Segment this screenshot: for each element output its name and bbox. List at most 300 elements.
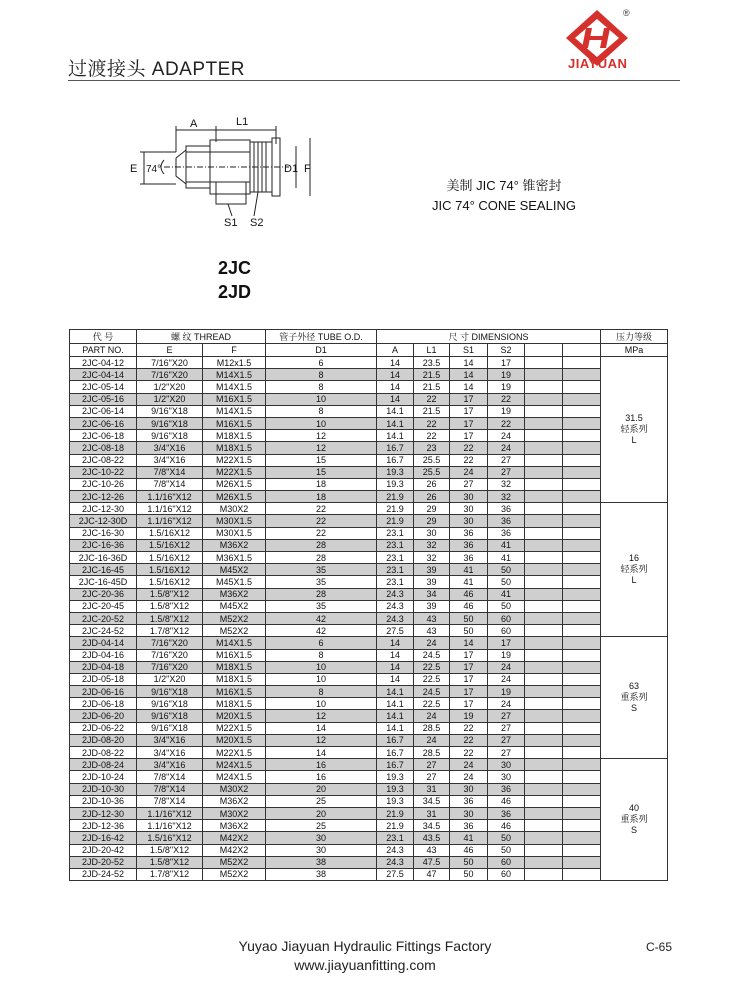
table-cell: 2JD-08-20 xyxy=(70,734,137,746)
table-cell-blank xyxy=(563,430,601,442)
table-row xyxy=(70,625,668,637)
table-row xyxy=(70,710,668,722)
table-cell: M45X2 xyxy=(203,564,266,576)
spec-table-body xyxy=(70,357,668,881)
table-row xyxy=(70,381,668,393)
head-f: F xyxy=(203,344,266,357)
head-pressure-cn: 压力等级 xyxy=(601,330,668,344)
table-row xyxy=(70,539,668,551)
table-cell-blank xyxy=(525,807,563,819)
table-cell: M36X2 xyxy=(203,795,266,807)
table-cell: M30X1.5 xyxy=(203,515,266,527)
table-cell: 9/16"X18 xyxy=(137,417,203,429)
table-cell-blank xyxy=(525,564,563,576)
table-cell: 50 xyxy=(450,868,488,880)
table-row xyxy=(70,649,668,661)
table-cell: 2JC-16-45 xyxy=(70,564,137,576)
table-cell: 30 xyxy=(450,491,488,503)
table-cell: 30 xyxy=(450,807,488,819)
table-cell: 50 xyxy=(488,576,525,588)
head-tube-cn: 管子外径 TUBE O.D. xyxy=(266,330,377,344)
table-cell: 27 xyxy=(488,466,525,478)
table-cell: 14 xyxy=(377,393,414,405)
pressure-rating xyxy=(601,357,668,503)
table-cell: 8 xyxy=(266,686,377,698)
table-row xyxy=(70,588,668,600)
spec-table-wrapper xyxy=(69,329,668,881)
table-cell: M12x1.5 xyxy=(203,357,266,369)
table-cell: 32 xyxy=(488,478,525,490)
table-row xyxy=(70,576,668,588)
table-cell: 24.3 xyxy=(377,844,414,856)
table-cell: 2JC-16-30 xyxy=(70,527,137,539)
table-cell: 17 xyxy=(450,698,488,710)
table-cell: M18X1.5 xyxy=(203,698,266,710)
table-cell-blank xyxy=(525,600,563,612)
table-cell-blank xyxy=(563,503,601,515)
table-cell: 31 xyxy=(414,807,450,819)
table-cell-blank xyxy=(563,515,601,527)
table-cell: 2JD-06-18 xyxy=(70,698,137,710)
table-cell: 14.1 xyxy=(377,417,414,429)
table-cell: 2JC-20-36 xyxy=(70,588,137,600)
table-cell: 8 xyxy=(266,649,377,661)
table-cell-blank xyxy=(525,381,563,393)
table-cell: M18X1.5 xyxy=(203,661,266,673)
table-cell: 1.5/16"X12 xyxy=(137,832,203,844)
description-cn: 美制 JIC 74° 锥密封 xyxy=(446,178,562,193)
table-cell-blank xyxy=(525,576,563,588)
table-cell-blank xyxy=(563,588,601,600)
table-cell: 46 xyxy=(450,588,488,600)
table-cell-blank xyxy=(525,661,563,673)
table-cell: 24 xyxy=(414,710,450,722)
table-cell: 24 xyxy=(450,759,488,771)
table-cell: 21.5 xyxy=(414,405,450,417)
table-cell-blank xyxy=(525,417,563,429)
table-cell: M30X1.5 xyxy=(203,527,266,539)
table-cell: 19.3 xyxy=(377,795,414,807)
head-thread-cn: 螺 纹 THREAD xyxy=(137,330,266,344)
table-cell-blank xyxy=(563,576,601,588)
pressure-line: 31.5 xyxy=(625,413,643,424)
table-cell-blank xyxy=(525,466,563,478)
table-cell: 14 xyxy=(377,357,414,369)
table-cell: 1.5/16X12 xyxy=(137,552,203,564)
table-cell-blank xyxy=(525,478,563,490)
table-cell: 24 xyxy=(488,430,525,442)
table-cell: 20 xyxy=(266,783,377,795)
table-row xyxy=(70,600,668,612)
table-cell: 24.3 xyxy=(377,612,414,624)
table-cell-blank xyxy=(563,820,601,832)
table-cell: 30 xyxy=(266,844,377,856)
table-cell: 36 xyxy=(450,820,488,832)
table-cell-blank xyxy=(563,466,601,478)
table-cell-blank xyxy=(525,868,563,880)
head-e: E xyxy=(137,344,203,357)
table-cell: 22 xyxy=(450,722,488,734)
table-cell-blank xyxy=(563,783,601,795)
table-cell: 47 xyxy=(414,868,450,880)
table-cell: 7/16"X20 xyxy=(137,357,203,369)
table-cell: M52X2 xyxy=(203,625,266,637)
registered-mark: ® xyxy=(623,8,630,18)
table-cell: 32 xyxy=(414,539,450,551)
table-cell: 7/16"X20 xyxy=(137,661,203,673)
table-cell: 2JD-04-18 xyxy=(70,661,137,673)
table-cell: 21.9 xyxy=(377,807,414,819)
table-cell: 36 xyxy=(450,552,488,564)
table-cell: 1/2"X20 xyxy=(137,381,203,393)
table-cell: 19 xyxy=(488,369,525,381)
table-cell: 2JC-04-14 xyxy=(70,369,137,381)
description-en: JIC 74° CONE SEALING xyxy=(432,198,576,213)
table-cell: 41 xyxy=(488,588,525,600)
table-cell-blank xyxy=(563,649,601,661)
table-cell-blank xyxy=(563,393,601,405)
table-cell-blank xyxy=(525,820,563,832)
table-cell: 24 xyxy=(488,698,525,710)
table-cell: 22.5 xyxy=(414,673,450,685)
pressure-rating xyxy=(601,759,668,881)
table-row xyxy=(70,722,668,734)
table-cell: 2JC-05-14 xyxy=(70,381,137,393)
table-cell: 30 xyxy=(414,527,450,539)
table-cell: M30X2 xyxy=(203,783,266,795)
table-cell: 22 xyxy=(450,454,488,466)
table-cell: 1.1/16"X12 xyxy=(137,515,203,527)
table-cell: 29 xyxy=(414,515,450,527)
table-cell: 2JD-08-22 xyxy=(70,747,137,759)
table-cell: 27.5 xyxy=(377,868,414,880)
table-cell-blank xyxy=(563,552,601,564)
table-cell: 2JD-20-52 xyxy=(70,856,137,868)
head-s2: S2 xyxy=(488,344,525,357)
table-cell: 27 xyxy=(488,454,525,466)
table-row xyxy=(70,820,668,832)
table-cell: 17 xyxy=(450,673,488,685)
table-cell: 18 xyxy=(266,478,377,490)
table-cell: 21.9 xyxy=(377,820,414,832)
table-cell: 1.1/16"X12 xyxy=(137,491,203,503)
table-cell: 22 xyxy=(266,527,377,539)
table-cell: 22 xyxy=(414,430,450,442)
table-row xyxy=(70,466,668,478)
table-cell: 2JC-12-30D xyxy=(70,515,137,527)
footer-company: Yuyao Jiayuan Hydraulic Fittings Factory xyxy=(238,938,492,954)
table-cell: 23.1 xyxy=(377,832,414,844)
table-cell: 47.5 xyxy=(414,856,450,868)
table-row xyxy=(70,491,668,503)
table-cell: 15 xyxy=(266,454,377,466)
table-cell: 2JC-16-36D xyxy=(70,552,137,564)
table-cell: 14 xyxy=(377,381,414,393)
table-cell: 6 xyxy=(266,637,377,649)
table-cell: 14.1 xyxy=(377,405,414,417)
pressure-line: L xyxy=(631,575,637,586)
table-cell: 22 xyxy=(414,417,450,429)
table-cell: M18X1.5 xyxy=(203,442,266,454)
table-row xyxy=(70,661,668,673)
table-cell: 21.9 xyxy=(377,515,414,527)
table-cell: 27 xyxy=(488,722,525,734)
table-cell: 23 xyxy=(414,442,450,454)
pressure-line: 40 xyxy=(628,803,639,814)
table-cell: M26X1.5 xyxy=(203,491,266,503)
table-cell: 23.1 xyxy=(377,527,414,539)
table-cell: 2JD-10-24 xyxy=(70,771,137,783)
table-cell: M26X1.5 xyxy=(203,478,266,490)
table-cell: 10 xyxy=(266,661,377,673)
pressure-line: S xyxy=(630,703,637,714)
table-cell: 38 xyxy=(266,856,377,868)
table-cell: 14 xyxy=(450,357,488,369)
table-row xyxy=(70,369,668,381)
table-cell-blank xyxy=(525,649,563,661)
table-cell: M36X2 xyxy=(203,539,266,551)
table-cell: M18X1.5 xyxy=(203,430,266,442)
sealing-description xyxy=(404,176,604,216)
table-cell: M18X1.5 xyxy=(203,673,266,685)
table-cell-blank xyxy=(563,844,601,856)
table-cell: 1.1/16"X12 xyxy=(137,807,203,819)
table-cell: 2JD-06-16 xyxy=(70,686,137,698)
table-cell: 1.1/16"X12 xyxy=(137,820,203,832)
table-cell: 39 xyxy=(414,576,450,588)
table-cell: 39 xyxy=(414,600,450,612)
table-cell-blank xyxy=(525,552,563,564)
table-cell: 16 xyxy=(266,759,377,771)
table-cell: 2JD-12-36 xyxy=(70,820,137,832)
table-cell: 24 xyxy=(450,466,488,478)
table-cell: 7/16"X20 xyxy=(137,637,203,649)
table-cell: 36 xyxy=(488,807,525,819)
table-cell: 23.1 xyxy=(377,539,414,551)
table-cell: 24 xyxy=(414,637,450,649)
table-cell-blank xyxy=(563,612,601,624)
table-cell: 43 xyxy=(414,844,450,856)
table-cell: 2JD-20-42 xyxy=(70,844,137,856)
table-cell: 34.5 xyxy=(414,795,450,807)
table-cell: 14.1 xyxy=(377,722,414,734)
table-cell: M14X1.5 xyxy=(203,637,266,649)
table-cell: 16.7 xyxy=(377,747,414,759)
table-cell-blank xyxy=(525,673,563,685)
table-cell: 19.3 xyxy=(377,478,414,490)
table-cell: 9/16"X18 xyxy=(137,722,203,734)
table-cell: 14 xyxy=(377,369,414,381)
table-cell: 17 xyxy=(450,661,488,673)
table-cell: 1.5/16X12 xyxy=(137,564,203,576)
table-cell: 34 xyxy=(414,588,450,600)
table-cell: 21.5 xyxy=(414,381,450,393)
table-cell: M30X2 xyxy=(203,503,266,515)
table-cell: 2JC-20-52 xyxy=(70,612,137,624)
pressure-line: 重系列 xyxy=(620,692,648,703)
table-cell: 22 xyxy=(450,442,488,454)
table-cell-blank xyxy=(563,856,601,868)
table-cell: 7/8"X14 xyxy=(137,478,203,490)
table-cell-blank xyxy=(563,478,601,490)
table-cell: 60 xyxy=(488,856,525,868)
table-cell: 17 xyxy=(450,405,488,417)
table-cell-blank xyxy=(563,405,601,417)
table-cell-blank xyxy=(563,454,601,466)
table-cell: 36 xyxy=(450,539,488,551)
table-cell: 16.7 xyxy=(377,734,414,746)
table-cell: 41 xyxy=(450,576,488,588)
pressure-line: 63 xyxy=(628,681,639,692)
series-code-2jc: 2JC xyxy=(218,258,252,278)
table-cell: 36 xyxy=(488,515,525,527)
table-cell: M36X1.5 xyxy=(203,552,266,564)
table-cell: 24.3 xyxy=(377,588,414,600)
table-cell-blank xyxy=(525,686,563,698)
footer-website[interactable]: www.jiayuanfitting.com xyxy=(294,957,436,973)
table-cell: 43 xyxy=(414,625,450,637)
head-d1: D1 xyxy=(266,344,377,357)
table-cell-blank xyxy=(563,673,601,685)
table-cell-blank xyxy=(563,722,601,734)
table-cell: 29 xyxy=(414,503,450,515)
table-cell: 2JD-04-16 xyxy=(70,649,137,661)
table-cell: 32 xyxy=(488,491,525,503)
table-cell: 2JC-08-18 xyxy=(70,442,137,454)
table-cell-blank xyxy=(563,759,601,771)
table-cell: M36X2 xyxy=(203,588,266,600)
table-cell: 8 xyxy=(266,369,377,381)
table-cell: M52X2 xyxy=(203,612,266,624)
table-cell: 50 xyxy=(488,844,525,856)
table-cell: 19.3 xyxy=(377,771,414,783)
table-cell: 7/16"X20 xyxy=(137,369,203,381)
table-cell-blank xyxy=(525,515,563,527)
table-cell: M16X1.5 xyxy=(203,686,266,698)
table-cell: 25 xyxy=(266,820,377,832)
table-row xyxy=(70,734,668,746)
table-cell: 41 xyxy=(450,564,488,576)
table-cell: 7/8"X14 xyxy=(137,783,203,795)
table-cell: 14.1 xyxy=(377,698,414,710)
table-cell: 2JC-06-14 xyxy=(70,405,137,417)
table-cell: 46 xyxy=(488,820,525,832)
table-cell: 20 xyxy=(266,807,377,819)
table-cell: 19 xyxy=(488,649,525,661)
table-row xyxy=(70,771,668,783)
table-cell: 2JD-04-14 xyxy=(70,637,137,649)
table-cell: 22 xyxy=(488,393,525,405)
table-cell: 2JC-05-16 xyxy=(70,393,137,405)
table-cell: M45X1.5 xyxy=(203,576,266,588)
table-cell-blank xyxy=(563,369,601,381)
table-cell: 7/8"X14 xyxy=(137,771,203,783)
table-cell: 22.5 xyxy=(414,698,450,710)
table-cell: 19.3 xyxy=(377,466,414,478)
table-row xyxy=(70,698,668,710)
table-cell: 36 xyxy=(488,503,525,515)
table-cell: 2JC-06-16 xyxy=(70,417,137,429)
table-cell: 24 xyxy=(450,771,488,783)
table-row xyxy=(70,393,668,405)
table-cell-blank xyxy=(525,698,563,710)
table-cell: 10 xyxy=(266,673,377,685)
table-cell: 1.5/16X12 xyxy=(137,527,203,539)
table-row xyxy=(70,430,668,442)
table-cell: 2JC-16-36 xyxy=(70,539,137,551)
table-cell-blank xyxy=(563,807,601,819)
table-cell: 2JC-12-26 xyxy=(70,491,137,503)
table-cell: 14.1 xyxy=(377,710,414,722)
table-cell: 35 xyxy=(266,564,377,576)
table-row xyxy=(70,759,668,771)
table-cell-blank xyxy=(563,527,601,539)
table-cell-blank xyxy=(563,734,601,746)
table-cell: 30 xyxy=(488,771,525,783)
table-cell: 50 xyxy=(488,564,525,576)
table-cell: 28 xyxy=(266,552,377,564)
head-part-cn: 代 号 xyxy=(70,330,137,344)
table-cell: 19 xyxy=(488,686,525,698)
table-cell: 19.3 xyxy=(377,783,414,795)
table-cell-blank xyxy=(563,539,601,551)
table-cell: 26 xyxy=(414,478,450,490)
table-cell-blank xyxy=(525,588,563,600)
table-cell: 22.5 xyxy=(414,661,450,673)
table-cell-blank xyxy=(563,661,601,673)
table-cell: 1/2"X20 xyxy=(137,393,203,405)
table-cell-blank xyxy=(525,783,563,795)
table-row xyxy=(70,673,668,685)
table-cell: M42X2 xyxy=(203,832,266,844)
table-cell: 24.5 xyxy=(414,649,450,661)
table-cell: 24 xyxy=(488,661,525,673)
label-a: A xyxy=(190,118,198,130)
pressure-line: L xyxy=(631,435,637,446)
table-cell: 22 xyxy=(450,747,488,759)
table-cell-blank xyxy=(563,637,601,649)
table-cell: 9/16"X18 xyxy=(137,686,203,698)
label-f: F xyxy=(304,163,311,175)
table-cell: 14 xyxy=(450,369,488,381)
table-cell: 14.1 xyxy=(377,686,414,698)
table-cell-blank xyxy=(563,747,601,759)
table-cell: 50 xyxy=(488,600,525,612)
page-number: C-65 xyxy=(646,940,673,954)
table-row xyxy=(70,747,668,759)
table-row xyxy=(70,686,668,698)
table-row xyxy=(70,552,668,564)
table-cell: 6 xyxy=(266,357,377,369)
table-cell-blank xyxy=(525,454,563,466)
table-cell: 22 xyxy=(414,393,450,405)
table-cell: M22X1.5 xyxy=(203,466,266,478)
table-cell-blank xyxy=(563,442,601,454)
table-cell-blank xyxy=(563,625,601,637)
table-cell: 18 xyxy=(266,491,377,503)
table-cell: 12 xyxy=(266,430,377,442)
table-cell: M22X1.5 xyxy=(203,722,266,734)
table-cell: 41 xyxy=(450,832,488,844)
table-cell-blank xyxy=(563,686,601,698)
table-cell: 30 xyxy=(450,503,488,515)
table-cell: 17 xyxy=(450,649,488,661)
table-cell: 60 xyxy=(488,625,525,637)
table-cell: M22X1.5 xyxy=(203,454,266,466)
table-cell: 9/16"X18 xyxy=(137,405,203,417)
table-cell: 24 xyxy=(488,442,525,454)
table-cell: 28 xyxy=(266,539,377,551)
